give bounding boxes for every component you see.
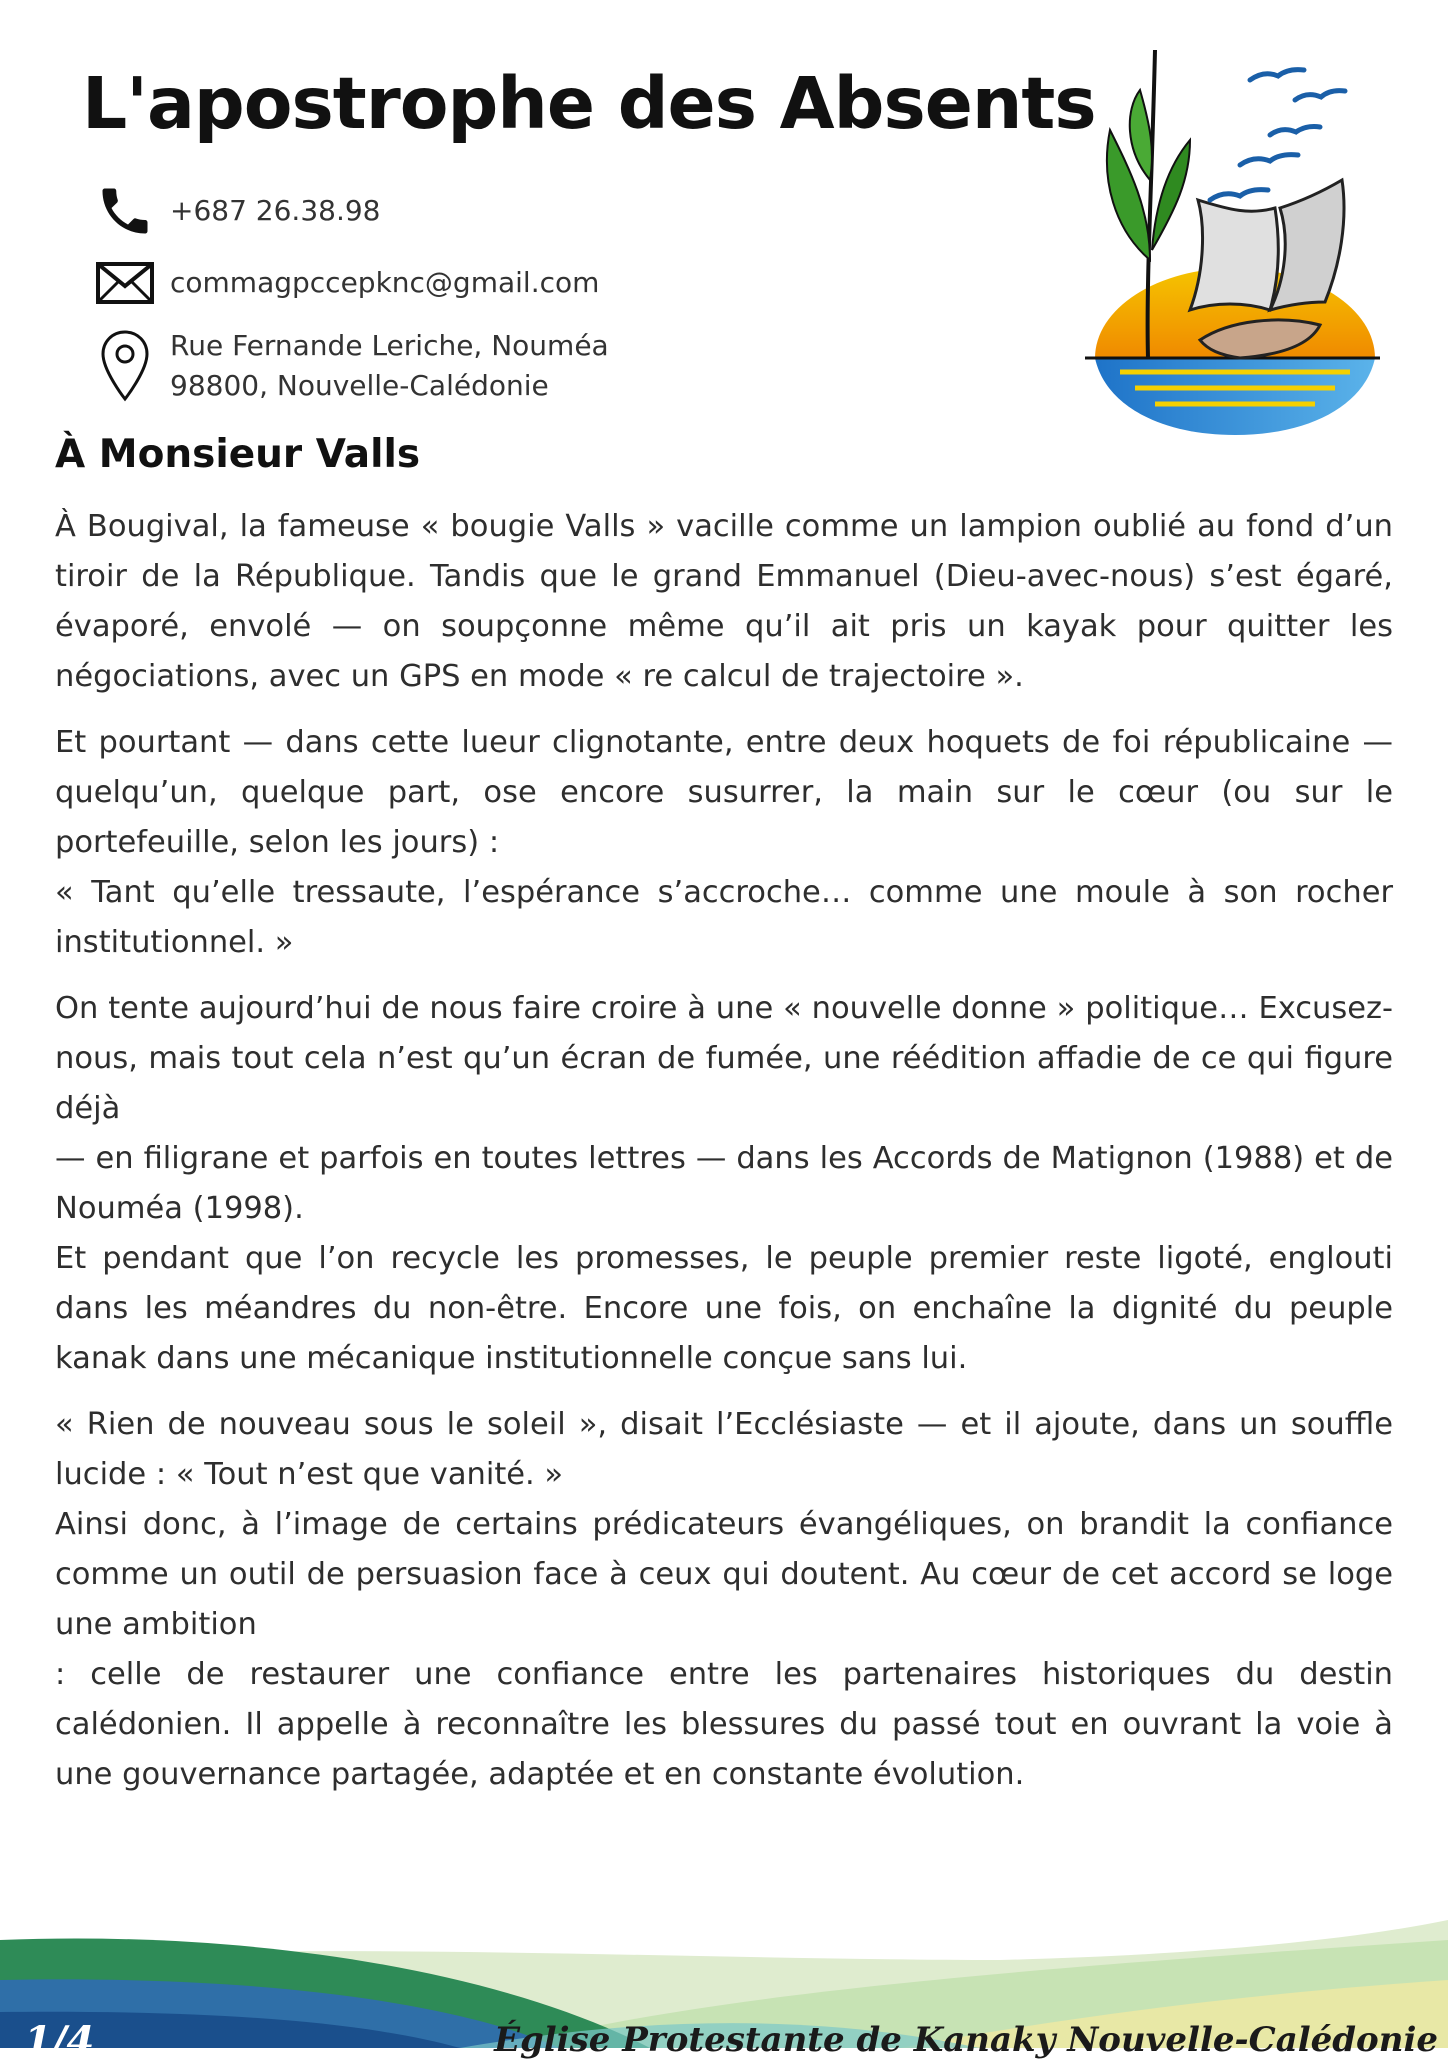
phone-icon [94, 180, 156, 242]
paragraph-text: « Rien de nouveau sous le soleil », disait l’Ecclésiaste — et il ajoute, dans un souffle lucide : « Tout n’est que vanité. » [55, 1407, 1393, 1492]
book-icon [1190, 200, 1278, 310]
address-line-1: Rue Fernande Leriche, Nouméa [170, 329, 609, 362]
phone-number: +687 26.38.98 [170, 194, 381, 227]
paragraph-4 [55, 1400, 1393, 1800]
document-title: L'apostrophe des Absents [82, 62, 1096, 145]
article-body [55, 502, 1393, 1816]
paragraph-text: — en filigrane et parfois en toutes lettres — dans les Accords de Matignon (1988) et de Nouméa (1998). [55, 1141, 1393, 1226]
paragraph-text: « Tant qu’elle tressaute, l’espérance s’accroche… comme une moule à son rocher institutionnel. » [55, 875, 1393, 960]
article-heading: À Monsieur Valls [55, 432, 421, 477]
email-address: commagpccepknc@gmail.com [170, 266, 600, 299]
page-number: 1/4 [24, 2018, 95, 2065]
organization-name: Église Protestante de Kanaky Nouvelle-Calédonie [494, 2020, 1438, 2060]
contact-phone [94, 180, 381, 242]
church-logo [1080, 40, 1380, 440]
address-line-2: 98800, Nouvelle-Calédonie [170, 369, 549, 402]
location-pin-icon [94, 326, 156, 406]
envelope-icon [94, 252, 156, 314]
paragraph-text: : celle de restaurer une confiance entre les partenaires historiques du destin calédonien. Il appelle à reconnaître les blessures du passé tout en ouvrant la voie à une gouvernance partagée, adaptée et en constante évolution. [55, 1657, 1393, 1792]
paragraph-text: Ainsi donc, à l’image de certains prédicateurs évangéliques, on brandit la confiance comme un outil de persuasion face à ceux qui doutent. Au cœur de cet accord se loge une ambition [55, 1507, 1393, 1642]
paragraph-text: À Bougival, la fameuse « bougie Valls » vacille comme un lampion oublié au fond d’un tiroir de la République. Tandis que le grand Emmanuel (Dieu-avec-nous) s’est égaré, évaporé, envolé — on soupçonne même qu’il ait pris un kayak pour quitter les négociations, avec un GPS en mode « re calcul de trajectoire ». [55, 509, 1393, 694]
paragraph-text: Et pendant que l’on recycle les promesses, le peuple premier reste ligoté, englouti dans les méandres du non-être. Encore une fois, on enchaîne la dignité du peuple kanak dans une mécanique institutionnelle conçue sans lui. [55, 1241, 1393, 1376]
paragraph-2 [55, 718, 1393, 968]
address [170, 326, 609, 406]
paragraph-text: Et pourtant — dans cette lueur clignotante, entre deux hoquets de foi républicaine — quelqu’un, quelque part, ose encore susurrer, la main sur le cœur (ou sur le portefeuille, selon les jours) : [55, 725, 1393, 860]
paragraph-3 [55, 984, 1393, 1384]
paragraph-1 [55, 502, 1393, 702]
contact-email [94, 252, 599, 314]
paragraph-text: On tente aujourd’hui de nous faire croire à une « nouvelle donne » politique… Excusez- nous, mais tout cela n’est qu’un écran de fumée, une réédition affadie de ce qui figure déjà [55, 991, 1393, 1126]
contact-address [94, 326, 609, 406]
